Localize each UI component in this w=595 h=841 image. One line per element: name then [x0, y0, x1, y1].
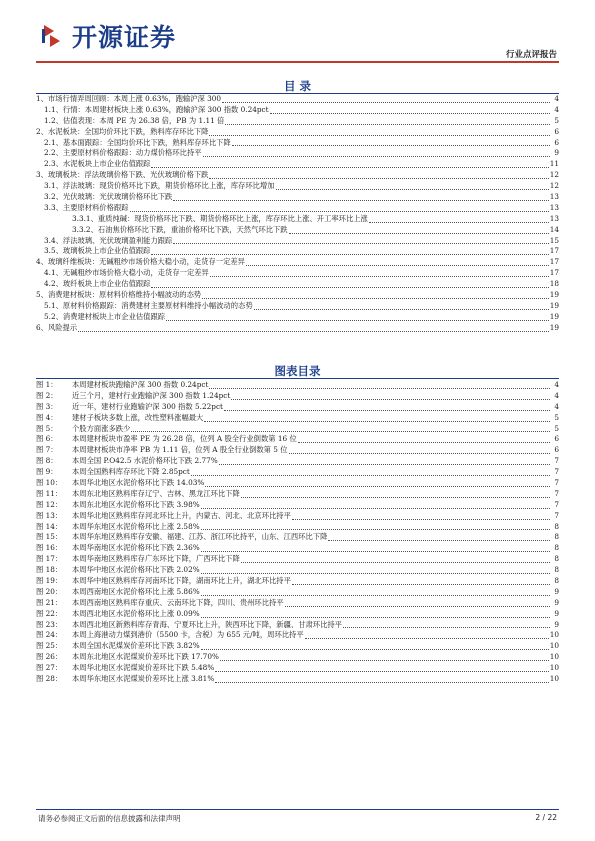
entry-text: 本周全国 P.O42.5 水泥价格环比下跌 2.77%: [72, 456, 218, 466]
entry-number: 图 5：: [36, 423, 58, 433]
figure-entry[interactable]: [36, 674, 559, 685]
entry-text: 建材子板块多数上涨，改性塑料涨幅最大: [72, 412, 204, 422]
entry-page: 7: [554, 478, 559, 487]
entry-number: 图 7：: [36, 445, 58, 455]
figure-entry[interactable]: [36, 478, 559, 489]
dot-leader: [246, 265, 549, 266]
dot-leader: [203, 156, 550, 157]
entry-number: 3.5、: [44, 246, 63, 256]
entry-page: 10: [549, 674, 559, 684]
dot-leader: [201, 573, 550, 574]
figure-entry[interactable]: [36, 424, 559, 435]
entry-number: 图 4：: [36, 412, 58, 422]
entry-number: 3.1、: [44, 181, 63, 191]
dot-leader: [209, 135, 550, 136]
entry-text: 本周上海港动力煤到港价（5500 卡，含税）为 655 元/吨，周环比持平: [72, 630, 304, 640]
entry-page: 6: [554, 434, 559, 444]
entry-page: 8: [554, 554, 559, 564]
report-type-label: 行业点评报告: [505, 50, 557, 60]
entry-number: 图 28：: [36, 674, 63, 684]
dot-leader: [298, 442, 550, 443]
entry-text: 水泥板块上市企业估值跟踪: [62, 159, 151, 169]
entry-number: 3.4、: [44, 235, 63, 245]
figure-entry[interactable]: [36, 456, 559, 467]
toc-entry[interactable]: [36, 181, 559, 192]
table-of-contents: [36, 94, 559, 334]
dot-leader: [328, 540, 550, 541]
entry-number: 2.3、: [44, 159, 63, 169]
entry-number: 3.3.2、: [72, 224, 98, 234]
entry-number: 图 2：: [36, 390, 58, 400]
toc-entry[interactable]: [36, 159, 559, 170]
dot-leader: [201, 649, 549, 650]
entry-number: 4.1、: [44, 268, 63, 278]
entry-text: 玻璃纤维板块：无碱粗纱市场价格大稳小动，走货存一定差异: [47, 257, 245, 267]
dot-leader: [289, 453, 550, 454]
entry-number: 1、: [36, 93, 48, 103]
entry-text: 本周华中地区水泥价格环比下跌 2.02%: [72, 565, 200, 575]
dot-leader: [276, 189, 549, 190]
entry-page: 8: [554, 532, 559, 542]
entry-page: 19: [549, 290, 559, 300]
entry-page: 13: [549, 213, 559, 223]
entry-text: 本周华东地区水泥煤炭价差环比上涨 3.81%: [72, 674, 215, 684]
entry-page: 4: [554, 379, 559, 389]
dot-leader: [305, 638, 549, 639]
entry-page: 9: [554, 586, 559, 596]
figure-entry[interactable]: [36, 587, 559, 598]
entry-number: 1.2、: [44, 115, 63, 125]
entry-page: 9: [554, 608, 559, 618]
entry-text: 本周建材板块市盈率 PE 为 26.28 倍，位列 A 股全行业倒数第 16 位: [72, 434, 297, 444]
entry-page: 4: [554, 401, 559, 411]
entry-number: 5、: [36, 290, 48, 300]
entry-text: 本周西北地区水泥价格环比上涨 0.09%: [72, 608, 200, 618]
dot-leader: [215, 682, 548, 683]
dot-leader: [202, 298, 549, 299]
toc-entry[interactable]: [36, 279, 559, 290]
entry-page: 8: [554, 543, 559, 553]
entry-text: 本周东北地区熟料库存辽宁、吉林、黑龙江环比下降: [72, 488, 240, 498]
figures-title: 图表目录: [274, 364, 321, 378]
toc-entry[interactable]: [36, 268, 559, 279]
dot-leader: [241, 497, 550, 498]
entry-number: 图 15：: [36, 532, 63, 542]
dot-leader: [285, 606, 550, 607]
figure-entry[interactable]: [36, 489, 559, 500]
entry-text: 光伏玻璃：光伏玻璃价格环比下跌: [62, 192, 173, 201]
entry-text: 本周华东地区水泥价格环比上涨 2.58%: [72, 521, 200, 531]
dot-leader: [232, 145, 550, 146]
entry-page: 19: [549, 300, 559, 310]
entry-number: 图 9：: [36, 467, 58, 477]
dot-leader: [225, 124, 550, 125]
entry-text: 本周全国熟料库存环比下降 2.85pct: [72, 467, 190, 477]
entry-number: 3.3.1、: [72, 213, 98, 223]
entry-number: 4.2、: [44, 279, 63, 289]
dot-leader: [201, 595, 550, 596]
entry-number: 3、: [36, 170, 48, 180]
entry-text: 本周华北地区熟料库存河北环比上升，内蒙古、河北、北京环比持平: [72, 510, 291, 520]
entry-page: 17: [549, 246, 559, 256]
toc-entry[interactable]: [36, 192, 559, 203]
entry-number: 5.1、: [44, 300, 63, 310]
footer-disclaimer: 请务必参阅正文后面的信息披露和法律声明: [38, 814, 181, 823]
dot-leader: [130, 211, 549, 212]
entry-page: 10: [549, 630, 559, 640]
dot-leader: [289, 233, 549, 234]
figure-entry[interactable]: [36, 630, 559, 641]
toc-entry[interactable]: [36, 170, 559, 181]
entry-text: 玻璃板块上市企业估值跟踪: [62, 246, 151, 256]
entry-text: 本周建材板块跑输沪深 300 指数 0.24pct: [72, 379, 209, 389]
entry-text: 玻纤板块上市企业估值跟踪: [62, 279, 151, 289]
dot-leader: [173, 200, 548, 201]
entry-page: 6: [554, 126, 559, 136]
entry-text: 重质纯碱：现货价格环比下跌、期货价格环比上涨，库存环比上涨、开工率环比上涨: [97, 213, 368, 223]
page-number: 2 / 22: [535, 813, 557, 822]
entry-number: 图 23：: [36, 619, 63, 629]
entry-number: 图 11：: [36, 488, 63, 498]
entry-number: 图 24：: [36, 630, 63, 640]
entry-text: 估值表现：本周 PE 为 26.38 倍，PB 为 1.11 倍: [62, 115, 225, 125]
dot-leader: [369, 222, 549, 223]
entry-number: 5.2、: [44, 311, 63, 321]
dot-leader: [201, 617, 550, 618]
entry-text: 主要原材料价格跟踪: [62, 202, 129, 212]
figure-entry[interactable]: [36, 380, 559, 391]
entry-page: 12: [549, 170, 559, 180]
dot-leader: [292, 519, 550, 520]
toc-entry[interactable]: [36, 236, 559, 247]
entry-page: 7: [554, 499, 559, 509]
dot-leader: [201, 551, 550, 552]
figure-entry[interactable]: [36, 652, 559, 663]
dot-leader: [201, 529, 550, 530]
dot-leader: [222, 102, 550, 103]
figure-entry[interactable]: [36, 413, 559, 424]
entry-text: 本周华中地区熟料库存河南环比下降，湖南环比上升，湖北环比持平: [72, 576, 291, 586]
figure-entry[interactable]: [36, 532, 559, 543]
entry-text: 本周西南地区水泥价格环比上涨 5.86%: [72, 586, 200, 596]
entry-text: 个股方面涨多跌少: [72, 423, 131, 433]
entry-page: 8: [554, 576, 559, 586]
entry-page: 4: [554, 93, 559, 103]
entry-page: 19: [549, 322, 559, 332]
entry-page: 11: [549, 159, 559, 169]
entry-page: 15: [549, 235, 559, 245]
logo-text: 开源证券: [72, 23, 177, 52]
company-logo: [40, 18, 176, 54]
entry-page: 6: [554, 445, 559, 455]
entry-page: 13: [549, 202, 559, 212]
figure-entry[interactable]: [36, 598, 559, 609]
figure-entry[interactable]: [36, 543, 559, 554]
dot-leader: [220, 660, 549, 661]
entry-number: 1.1、: [44, 104, 63, 114]
entry-number: 图 13：: [36, 510, 63, 520]
entry-number: 图 27：: [36, 663, 63, 673]
toc-entry[interactable]: [36, 148, 559, 159]
entry-page: 14: [549, 224, 559, 234]
toc-entry[interactable]: [36, 225, 559, 236]
entry-number: 图 26：: [36, 652, 63, 662]
entry-number: 图 22：: [36, 608, 63, 618]
dot-leader: [205, 486, 550, 487]
entry-text: 近一年，建材行业跑输沪深 300 指数 5.22pct: [72, 401, 223, 411]
entry-number: 3.2、: [44, 192, 63, 201]
figure-entry[interactable]: [36, 391, 559, 402]
entry-number: 2、: [36, 126, 48, 136]
toc-entry[interactable]: [36, 105, 559, 116]
toc-entry[interactable]: [36, 116, 559, 127]
dot-leader: [131, 431, 550, 432]
figure-entry[interactable]: [36, 522, 559, 533]
entry-text: 本周西北地区新熟料库存青海、宁夏环比上升，陕西环比下降，新疆、甘肃环比持平: [72, 619, 342, 629]
entry-text: 浮法玻璃、光伏玻璃盈利能力跟踪: [62, 235, 173, 245]
dot-leader: [254, 309, 549, 310]
entry-text: 本周华南地区水泥价格环比下跌 2.36%: [72, 543, 200, 553]
entry-page: 9: [554, 597, 559, 607]
header-rule: [36, 61, 559, 63]
entry-text: 本周全国水泥煤炭价差环比下跌 3.82%: [72, 641, 200, 651]
entry-text: 水泥板块：全国均价环比下跌，熟料库存环比下降: [47, 126, 209, 136]
entry-text: 本周建材板块市净率 PB 为 1.11 倍，位列 A 股全行业倒数第 5 位: [72, 445, 288, 455]
entry-text: 本周华北地区水泥价格环比下跌 14.03%: [72, 478, 205, 487]
figure-entry[interactable]: [36, 620, 559, 631]
entry-number: 图 20：: [36, 586, 63, 596]
entry-page: 7: [554, 467, 559, 477]
toc-entry[interactable]: [36, 138, 559, 149]
entry-text: 无碱粗纱市场价格大稳小动，走货存一定差异: [62, 268, 209, 278]
entry-number: 6、: [36, 322, 48, 332]
entry-page: 7: [554, 456, 559, 466]
logo-icon: [40, 21, 66, 51]
entry-number: 图 18：: [36, 565, 63, 575]
entry-text: 本周华南地区熟料库存广东环比下降，广西环比下降: [72, 554, 240, 564]
entry-page: 8: [554, 521, 559, 531]
entry-page: 17: [549, 268, 559, 278]
entry-page: 13: [549, 192, 559, 201]
entry-text: 本周华北地区水泥煤炭价差环比下跌 5.48%: [72, 663, 215, 673]
toc-entry[interactable]: [36, 257, 559, 268]
entry-number: 图 19：: [36, 576, 63, 586]
dot-leader: [151, 254, 548, 255]
entry-page: 10: [549, 641, 559, 651]
figure-entry[interactable]: [36, 434, 559, 445]
entry-page: 12: [549, 181, 559, 191]
entry-number: 图 1：: [36, 379, 58, 389]
entry-page: 19: [549, 311, 559, 321]
dot-leader: [224, 410, 550, 411]
dot-leader: [151, 287, 548, 288]
toc-entry[interactable]: [36, 301, 559, 312]
entry-number: 2.2、: [44, 148, 63, 158]
entry-page: 4: [554, 104, 559, 114]
toc-entry[interactable]: [36, 290, 559, 301]
dot-leader: [231, 399, 550, 400]
page-header: [0, 0, 595, 64]
entry-number: 3.3、: [44, 202, 63, 212]
entry-page: 10: [549, 652, 559, 662]
entry-number: 图 6：: [36, 434, 58, 444]
dot-leader: [204, 421, 550, 422]
entry-number: 图 25：: [36, 641, 63, 651]
toc-entry[interactable]: [36, 312, 559, 323]
dot-leader: [209, 178, 548, 179]
entry-number: 图 21：: [36, 597, 63, 607]
figure-entry[interactable]: [36, 511, 559, 522]
entry-page: 5: [554, 115, 559, 125]
figure-entry[interactable]: [36, 500, 559, 511]
entry-number: 图 12：: [36, 499, 63, 509]
entry-text: 市场行情弄周回顾：本周上涨 0.63%，跑输沪深 300: [47, 93, 222, 103]
entry-number: 图 16：: [36, 543, 63, 553]
toc-entry[interactable]: [36, 94, 559, 105]
toc-entry[interactable]: [36, 127, 559, 138]
entry-number: 图 17：: [36, 554, 63, 564]
entry-number: 2.1、: [44, 137, 63, 147]
entry-text: 行情：本周建材板块上涨 0.63%，跑输沪深 300 指数 0.24pct: [62, 104, 269, 114]
figure-entry[interactable]: [36, 467, 559, 478]
entry-number: 图 8：: [36, 456, 58, 466]
entry-text: 浮法玻璃：现货价格环比下跌，期货价格环比上涨，库存环比增加: [62, 181, 275, 191]
figure-list: [36, 380, 559, 685]
footer-rule: [36, 809, 559, 810]
figure-entry[interactable]: [36, 641, 559, 652]
entry-page: 8: [554, 565, 559, 575]
entry-text: 基本面跟踪：全国均价环比下跌，熟料库存环比下降: [62, 137, 231, 147]
dot-leader: [210, 276, 549, 277]
toc-entry[interactable]: [36, 203, 559, 214]
figure-entry[interactable]: [36, 554, 559, 565]
entry-page: 5: [554, 412, 559, 422]
dot-leader: [270, 113, 550, 114]
entry-page: 5: [554, 423, 559, 433]
entry-text: 风险提示: [47, 322, 78, 332]
dot-leader: [292, 584, 550, 585]
contents-title: 目 录: [283, 79, 311, 93]
entry-text: 本周东北地区水泥价格环比下跌 3.98%: [72, 499, 200, 509]
dot-leader: [166, 320, 549, 321]
entry-number: 图 14：: [36, 521, 63, 531]
entry-page: 9: [554, 148, 559, 158]
entry-page: 7: [554, 510, 559, 520]
entry-page: 18: [549, 279, 559, 289]
figure-entry[interactable]: [36, 576, 559, 587]
toc-entry[interactable]: [36, 246, 559, 257]
entry-page: 10: [549, 663, 559, 673]
toc-entry[interactable]: [36, 214, 559, 225]
entry-text: 原材料价格跟踪：消费建材主要原材料维持小幅波动的态势: [62, 300, 253, 310]
entry-text: 玻璃板块：浮法玻璃价格下跌、光伏玻璃价格下跌: [47, 170, 209, 180]
entry-text: 主要原材料价格跟踪：动力煤价格环比持平: [62, 148, 202, 158]
entry-number: 图 10：: [36, 478, 63, 487]
entry-page: 6: [554, 137, 559, 147]
figure-entry[interactable]: [36, 663, 559, 674]
entry-text: 消费建材板块：原材料价格维持小幅波动的态势: [47, 290, 202, 300]
figures-rule: [36, 378, 559, 379]
dot-leader: [173, 243, 548, 244]
entry-page: 4: [554, 390, 559, 400]
entry-number: 4、: [36, 257, 48, 267]
entry-number: 图 3：: [36, 401, 58, 411]
dot-leader: [78, 331, 549, 332]
figure-entry[interactable]: [36, 565, 559, 576]
toc-entry[interactable]: [36, 323, 559, 334]
entry-page: 17: [549, 257, 559, 267]
dot-leader: [241, 562, 550, 563]
entry-text: 本周西南地区熟料库存重庆、云南环比下降，四川、贵州环比持平: [72, 597, 284, 607]
entry-text: 消费建材板块上市企业估值跟踪: [62, 311, 166, 321]
entry-text: 近三个月，建材行业跑输沪深 300 指数 1.24pct: [72, 390, 231, 400]
figure-entry[interactable]: [36, 609, 559, 620]
dot-leader: [215, 671, 548, 672]
dot-leader: [201, 508, 550, 509]
dot-leader: [209, 388, 550, 389]
entry-page: 7: [554, 488, 559, 498]
entry-text: 石油焦价格环比下跌，重油价格环比下跌，天然气环比下跌: [97, 224, 288, 234]
figure-entry[interactable]: [36, 402, 559, 413]
dot-leader: [151, 167, 548, 168]
entry-page: 9: [554, 619, 559, 629]
dot-leader: [343, 627, 550, 628]
dot-leader: [191, 475, 550, 476]
dot-leader: [219, 464, 550, 465]
entry-text: 本周东北地区水泥煤炭价差环比下跌 17.70%: [72, 652, 219, 662]
figure-entry[interactable]: [36, 445, 559, 456]
entry-text: 本周华东地区熟料库存安徽、福建、江苏、浙江环比持平，山东、江西环比下降: [72, 532, 328, 542]
